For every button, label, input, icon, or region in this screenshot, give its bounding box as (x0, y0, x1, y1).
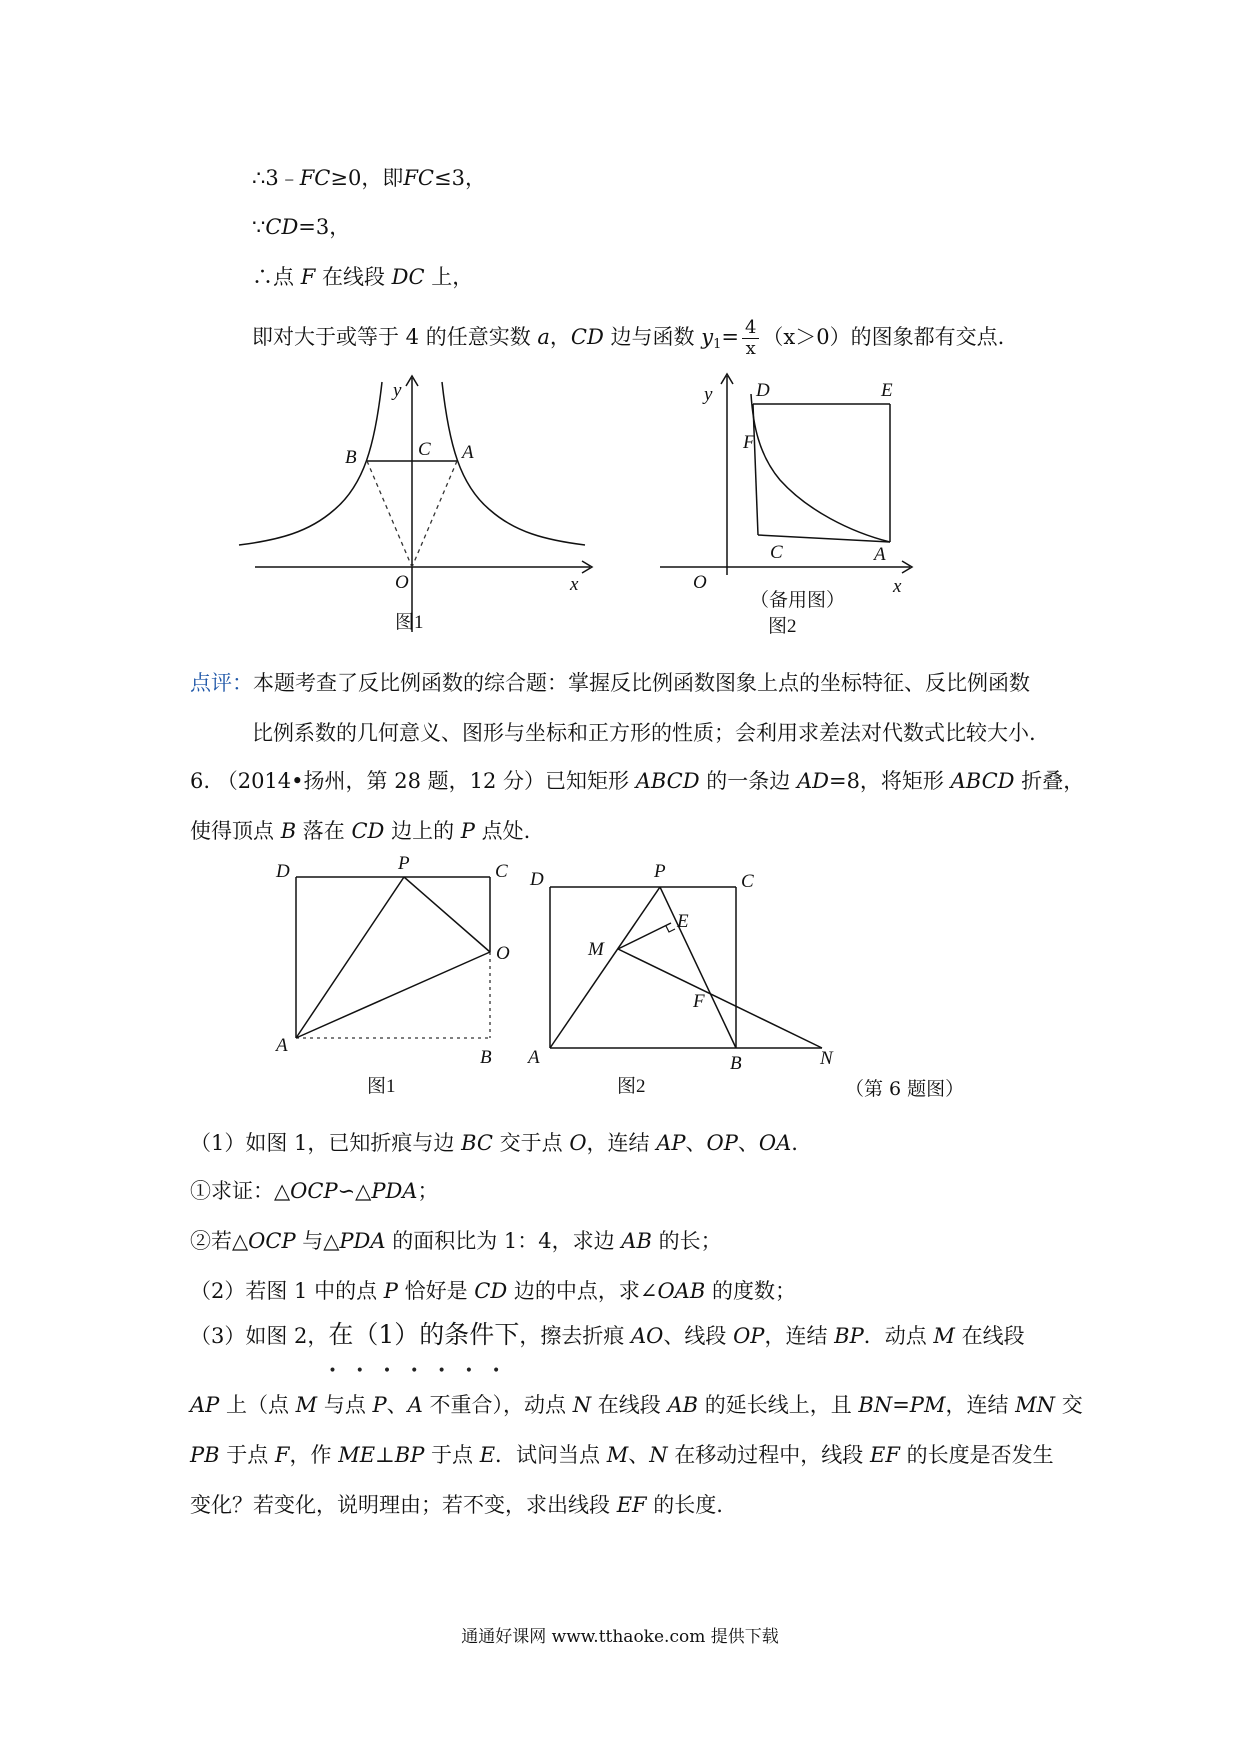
problem6-line-1: 6. （2014•扬州，第 28 题，12 分）已知矩形 ABCD 的一条边 AD=8，将矩形 ABCD 折叠， (190, 769, 1085, 793)
figure-1-rectangle-fold (270, 855, 530, 1100)
comment-line-1: 点评：本题考查了反比例函数的综合题：掌握反比例函数图象上点的坐标特征、反比例函数 (190, 671, 1030, 695)
label-x: x (893, 576, 902, 597)
problem6-line-2: 使得顶点 B 落在 CD 边上的 P 点处. (190, 819, 531, 843)
caption-fig2-top: 图2 (768, 616, 797, 637)
label-d: D (530, 869, 544, 890)
label-y: y (393, 380, 402, 401)
question-1: （1）如图 1，已知折痕与边 BC 交于点 O，连结 AP、OP、OA. (190, 1131, 798, 1155)
segment-ob-dashed (367, 461, 412, 567)
solution-line-2: ∵CD=3， (252, 215, 351, 239)
question-1-part-1: ①求证：△OCP∽△PDA； (190, 1179, 439, 1203)
label-p: P (654, 861, 666, 882)
caption-fig2-bottom: 图2 (617, 1076, 646, 1097)
label-b: B (480, 1047, 492, 1068)
segment-ap (550, 887, 660, 1048)
label-f: F (693, 991, 705, 1012)
label-c: C (770, 542, 783, 563)
unused (758, 404, 890, 540)
label-d: D (756, 380, 770, 401)
segment-po (404, 877, 490, 952)
emphasis-dots: ••••••• (328, 1363, 520, 1379)
segment-dc (753, 404, 758, 535)
caption-fig1-bottom: 图1 (367, 1076, 396, 1097)
figure-2-square-hyperbola (655, 370, 925, 645)
question-3-line-1: （3）如图 2，在（1）的条件下 ••••••• ，擦去折痕 AO、线段 OP，连结 BP．动点 M 在线段 (190, 1320, 1025, 1351)
hyperbola-branch (751, 394, 890, 542)
figure-note-problem6: （第 6 题图） (845, 1078, 965, 1100)
solution-line-4: 即对大于或等于 4 的任意实数 a，CD 边与函数 $y_1=$ $\frac{4}{x}$ （x＞0）的图象都有交点. (252, 317, 1005, 359)
emphasized-condition: 在（1）的条件下 ••••••• (328, 1320, 519, 1349)
label-a: A (874, 544, 886, 565)
question-3-line-4: 变化？若变化，说明理由；若不变，求出线段 EF 的长度. (190, 1493, 723, 1517)
question-2: （2）若图 1 中的点 P 恰好是 CD 边的中点，求∠OAB 的度数； (190, 1279, 796, 1303)
label-o: O (693, 572, 707, 593)
label-y: y (704, 384, 713, 405)
fraction-4-over-x: $\frac{4}{x}$ (742, 318, 759, 359)
figure-2-moving-points (520, 855, 850, 1100)
label-o: O (395, 572, 409, 593)
hyperbola-left-branch (239, 382, 382, 545)
figure-1-hyperbola-triangle (245, 370, 605, 645)
label-a: A (276, 1035, 288, 1056)
page-footer: 通通好课网 www.tthaoke.com 提供下载 (461, 1627, 779, 1647)
hyperbola-right-branch (442, 382, 585, 545)
solution-line-3: ∴点 F 在线段 DC 上， (252, 265, 474, 289)
label-m: M (588, 939, 604, 960)
label-x: x (570, 574, 579, 595)
question-1-part-2: ②若△OCP 与△PDA 的面积比为 1：4，求边 AB 的长； (190, 1229, 722, 1253)
solution-line-1: ∴3﹣FC≥0，即FC≤3， (252, 166, 486, 190)
label-e: E (677, 911, 689, 932)
label-a: A (528, 1047, 540, 1068)
caption-backup-figure: （备用图） (750, 590, 846, 611)
label-c: C (741, 871, 754, 892)
segment-pb (660, 887, 736, 1048)
right-angle-mark (666, 926, 675, 932)
label-b: B (730, 1053, 742, 1074)
label-f: F (743, 432, 755, 453)
label-n: N (820, 1048, 833, 1069)
label-p: P (398, 853, 410, 874)
label-c: C (495, 861, 508, 882)
segment-oa-dashed (412, 461, 457, 567)
label-o: O (496, 943, 510, 964)
label-b: B (345, 447, 357, 468)
question-3-line-2: AP 上（点 M 与点 P、A 不重合），动点 N 在线段 AB 的延长线上，且 BN=PM，连结 MN 交 (190, 1393, 1083, 1417)
caption-fig1-top: 图1 (395, 612, 424, 633)
label-e: E (881, 380, 893, 401)
question-3-line-3: PB 于点 F，作 ME⊥BP 于点 E．试问当点 M、N 在移动过程中，线段 EF 的长度是否发生 (190, 1443, 1054, 1467)
segment-mn (618, 949, 822, 1048)
label-c: C (418, 439, 431, 460)
label-d: D (276, 861, 290, 882)
comment-line-2: 比例系数的几何意义、图形与坐标和正方形的性质；会利用求差法对代数式比较大小. (252, 721, 1036, 745)
comment-tag: 点评： (190, 671, 253, 695)
label-a: A (462, 442, 474, 463)
